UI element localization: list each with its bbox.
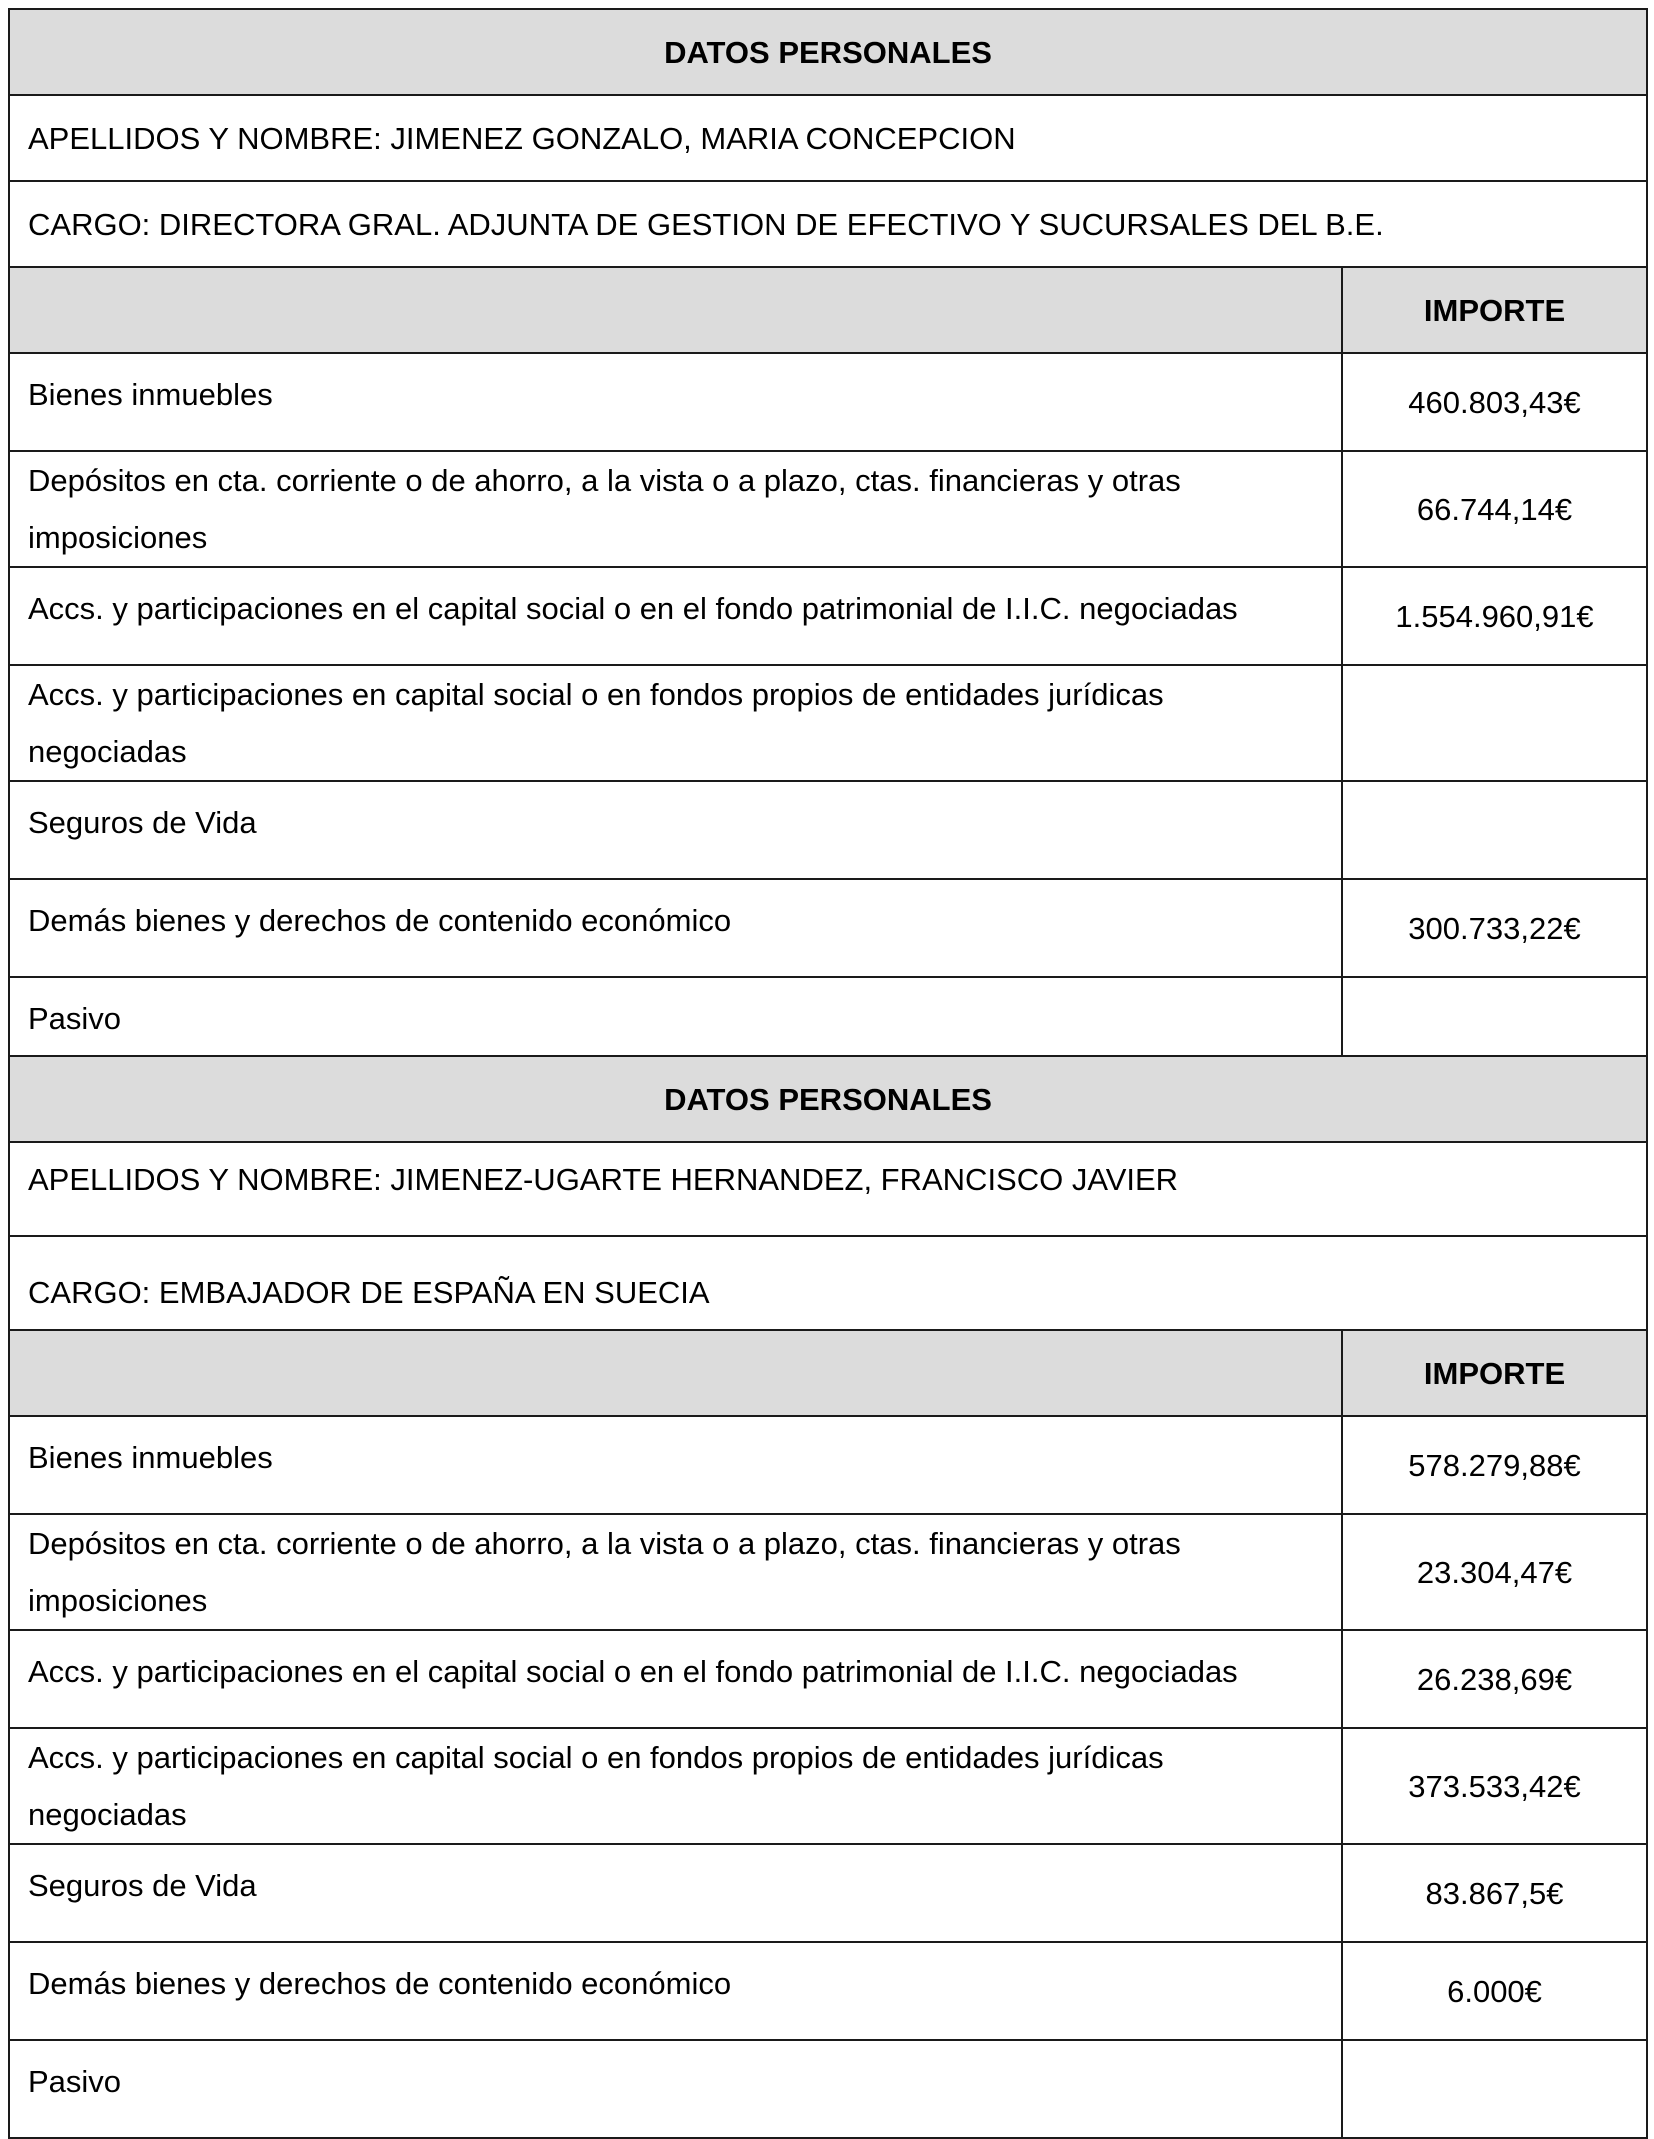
amount-cell: 373.533,42€ (1342, 1728, 1647, 1844)
table-row (9, 1416, 1647, 1514)
concept-cell: Demás bienes y derechos de contenido económico (9, 1942, 1342, 2040)
declaration-table-2 (8, 1055, 1648, 2139)
declaration-table-1 (8, 8, 1648, 1076)
table-row (9, 1844, 1647, 1942)
amount-cell (1342, 665, 1647, 781)
cargo-line: CARGO: DIRECTORA GRAL. ADJUNTA DE GESTION DE EFECTIVO Y SUCURSALES DEL B.E. (9, 181, 1647, 267)
concept-cell: Depósitos en cta. corriente o de ahorro, a la vista o a plazo, ctas. financieras y otras imposiciones (9, 1514, 1342, 1630)
name-row (9, 95, 1647, 181)
cargo-row (9, 181, 1647, 267)
table-row (9, 2040, 1647, 2138)
amount-cell: 1.554.960,91€ (1342, 567, 1647, 665)
cargo-line: CARGO: EMBAJADOR DE ESPAÑA EN SUECIA (9, 1236, 1647, 1330)
concept-cell: Depósitos en cta. corriente o de ahorro, a la vista o a plazo, ctas. financieras y otras imposiciones (9, 451, 1342, 567)
concept-cell: Accs. y participaciones en capital social o en fondos propios de entidades jurídicas negociadas (9, 665, 1342, 781)
amount-cell: 83.867,5€ (1342, 1844, 1647, 1942)
section-header: DATOS PERSONALES (9, 1056, 1647, 1142)
cargo-row (9, 1236, 1647, 1330)
section-header: DATOS PERSONALES (9, 9, 1647, 95)
concept-cell: Pasivo (9, 2040, 1342, 2138)
concept-cell: Seguros de Vida (9, 1844, 1342, 1942)
amount-column-header: IMPORTE (1342, 267, 1647, 353)
name-line: APELLIDOS Y NOMBRE: JIMENEZ GONZALO, MARIA CONCEPCION (9, 95, 1647, 181)
table-row (9, 1728, 1647, 1844)
amount-cell: 66.744,14€ (1342, 451, 1647, 567)
name-line: APELLIDOS Y NOMBRE: JIMENEZ-UGARTE HERNANDEZ, FRANCISCO JAVIER (9, 1142, 1647, 1236)
amount-cell: 23.304,47€ (1342, 1514, 1647, 1630)
concept-cell: Pasivo (9, 977, 1342, 1075)
section-header-row (9, 9, 1647, 95)
table-row (9, 1942, 1647, 2040)
amount-cell: 300.733,22€ (1342, 879, 1647, 977)
amount-cell: 26.238,69€ (1342, 1630, 1647, 1728)
table-row (9, 665, 1647, 781)
concept-cell: Accs. y participaciones en el capital social o en el fondo patrimonial de I.I.C. negociadas (9, 567, 1342, 665)
table-row (9, 879, 1647, 977)
concept-cell: Seguros de Vida (9, 781, 1342, 879)
amount-cell: 6.000€ (1342, 1942, 1647, 2040)
table-row (9, 567, 1647, 665)
section-header-row (9, 1056, 1647, 1142)
concept-column-header (9, 1330, 1342, 1416)
table-row (9, 1514, 1647, 1630)
concept-cell: Accs. y participaciones en capital social o en fondos propios de entidades jurídicas negociadas (9, 1728, 1342, 1844)
table-row (9, 781, 1647, 879)
table-row (9, 1630, 1647, 1728)
concept-cell: Bienes inmuebles (9, 353, 1342, 451)
concept-cell: Bienes inmuebles (9, 1416, 1342, 1514)
concept-cell: Demás bienes y derechos de contenido económico (9, 879, 1342, 977)
amount-cell: 460.803,43€ (1342, 353, 1647, 451)
table-row (9, 451, 1647, 567)
name-row (9, 1142, 1647, 1236)
concept-column-header (9, 267, 1342, 353)
amount-cell (1342, 781, 1647, 879)
concept-cell: Accs. y participaciones en el capital social o en el fondo patrimonial de I.I.C. negociadas (9, 1630, 1342, 1728)
amount-cell (1342, 2040, 1647, 2138)
column-header-row (9, 1330, 1647, 1416)
table-row (9, 353, 1647, 451)
amount-column-header: IMPORTE (1342, 1330, 1647, 1416)
column-header-row (9, 267, 1647, 353)
amount-cell: 578.279,88€ (1342, 1416, 1647, 1514)
